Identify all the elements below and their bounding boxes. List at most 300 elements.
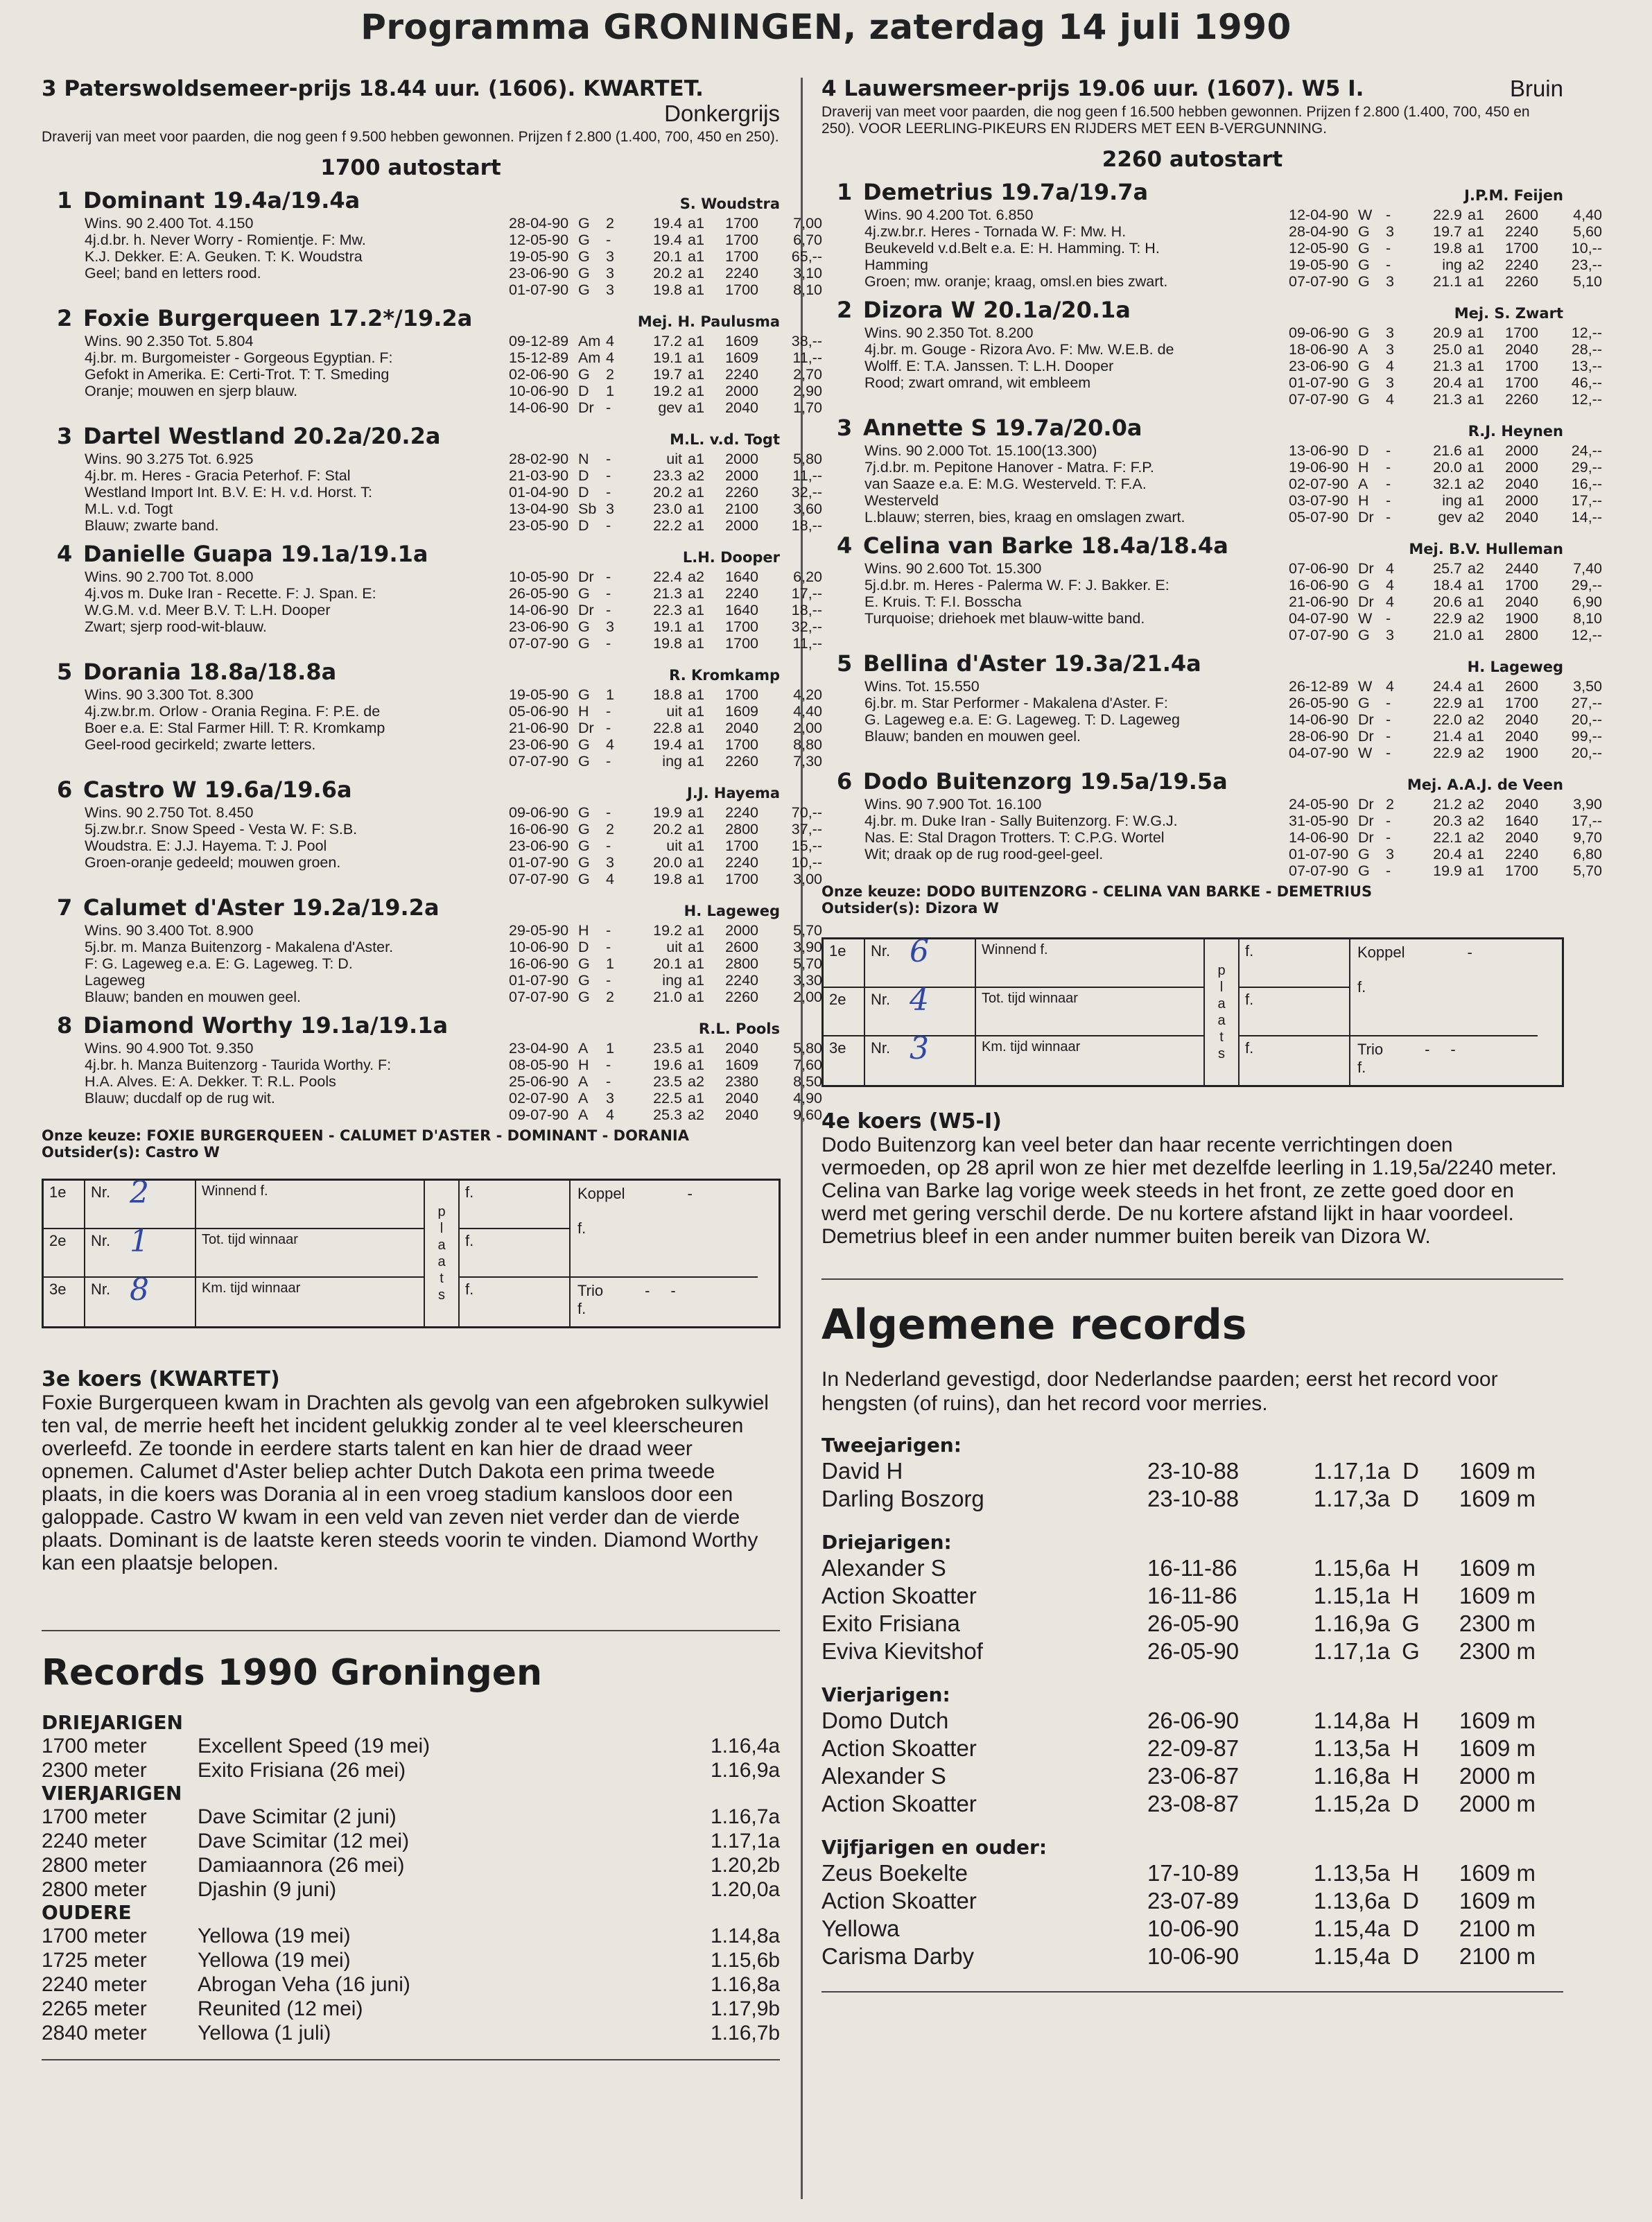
result-date: 09-12-89 xyxy=(509,333,569,349)
result-band: a1 xyxy=(688,484,704,501)
result-distance: 2260 xyxy=(1505,391,1538,408)
horse-info xyxy=(85,686,473,753)
record-horse: Exito Frisiana xyxy=(821,1611,960,1636)
record-distance: 1700 meter xyxy=(42,1735,147,1757)
result-row xyxy=(509,989,822,1005)
result-band: a1 xyxy=(1468,846,1484,862)
result-distance: 2040 xyxy=(1505,476,1538,492)
record-holder: Dave Scimitar (12 mei) xyxy=(198,1830,410,1852)
horse-info-line: van Saaze e.a. E: M.G. Westerveld. T: F.A. xyxy=(864,476,1147,492)
result-place: 4 xyxy=(606,871,614,887)
result-odds: 17,-- xyxy=(791,585,822,602)
record-time: 1.14,8a xyxy=(711,1925,781,1947)
result-row xyxy=(1289,577,1602,593)
horse-results xyxy=(509,804,822,887)
horse-number: 3 xyxy=(57,423,73,449)
horse-results xyxy=(509,1040,822,1123)
result-time: 19.2 xyxy=(653,922,682,939)
horse-info-line: 7j.d.br. m. Pepitone Hanover - Matra. F: F.P. xyxy=(864,459,1154,476)
result-band: a1 xyxy=(1468,459,1484,476)
horse-driver: J.P.M. Feijen xyxy=(1464,187,1563,204)
record-time: 1.20,2b xyxy=(711,1854,781,1877)
result-row xyxy=(509,248,822,265)
result-place: 3 xyxy=(606,281,614,298)
koppel-line xyxy=(1357,944,1531,962)
result-track: H xyxy=(578,1057,589,1073)
horse-details xyxy=(85,804,822,887)
place-number-cell xyxy=(865,1031,976,1085)
result-time: 20.0 xyxy=(653,854,682,871)
record-time: 1.15,6b xyxy=(711,1949,781,1972)
result-distance: 2240 xyxy=(1505,223,1538,240)
place-number-cell xyxy=(85,1272,196,1326)
result-band: a1 xyxy=(688,837,704,854)
horse-info-line: Wins. 90 3.300 Tot. 8.300 xyxy=(85,686,254,703)
result-distance: 2000 xyxy=(1505,492,1538,509)
horse-header xyxy=(42,1012,780,1040)
race3-heading: 3 Paterswoldsemeer-prijs 18.44 uur. (1606). KWARTET. xyxy=(42,76,704,101)
horse-info-line: Groen; mw. oranje; kraag, omsl.en bies zwart. xyxy=(864,273,1168,290)
result-distance: 2040 xyxy=(725,399,758,416)
horse-info-line: Wins. 90 7.900 Tot. 16.100 xyxy=(864,796,1042,813)
handwritten-number: 3 xyxy=(910,1031,929,1066)
result-distance: 2000 xyxy=(1505,459,1538,476)
horse-info xyxy=(85,804,473,871)
trio-dash: - xyxy=(1425,1041,1430,1058)
result-odds: 17,-- xyxy=(1571,813,1602,829)
record-time: 1.16,8a xyxy=(711,1973,781,1996)
result-distance: 1640 xyxy=(1505,813,1538,829)
result-odds: 27,-- xyxy=(1571,695,1602,711)
result-time: 20.0 xyxy=(1433,459,1462,476)
record-distance: 1609 m xyxy=(1459,1888,1536,1913)
result-band: a2 xyxy=(1468,509,1484,526)
result-track: G xyxy=(1358,846,1370,862)
result-place: 4 xyxy=(606,1106,614,1123)
result-track: Dr xyxy=(1358,796,1374,813)
record-time: 1.15,4a xyxy=(1313,1943,1390,1969)
horse-details xyxy=(85,686,822,770)
horse-info-line: Lageweg xyxy=(85,972,146,989)
horse-info-line: Wins. 90 4.200 Tot. 6.850 xyxy=(864,207,1034,223)
result-time: 22.3 xyxy=(653,602,682,618)
result-time: 19.8 xyxy=(1433,240,1462,257)
result-odds: 20,-- xyxy=(1571,745,1602,761)
horse-entry xyxy=(42,541,822,652)
result-band: a1 xyxy=(688,281,704,298)
result-odds: 9,70 xyxy=(1573,829,1602,846)
result-row xyxy=(509,736,822,753)
result-place: - xyxy=(1386,492,1391,509)
result-track: G xyxy=(578,585,590,602)
record-track: G xyxy=(1402,1611,1420,1636)
result-date: 10-06-90 xyxy=(509,383,569,399)
result-distance: 2100 xyxy=(725,501,758,517)
result-row xyxy=(1289,324,1602,341)
record-distance: 1609 m xyxy=(1459,1555,1536,1581)
result-field-label: Winnend f. xyxy=(196,1181,425,1229)
handwritten-number: 8 xyxy=(130,1272,149,1308)
result-time: 22.1 xyxy=(1433,829,1462,846)
result-time: 21.1 xyxy=(1433,273,1462,290)
record-time: 1.16,9a xyxy=(711,1759,781,1782)
algemene-row xyxy=(821,1859,1563,1887)
result-band: a1 xyxy=(1468,240,1484,257)
horse-number: 5 xyxy=(837,650,853,677)
result-track: D xyxy=(578,383,589,399)
result-band: a1 xyxy=(688,602,704,618)
horse-name: Diamond Worthy 19.1a/19.1a xyxy=(83,1012,449,1039)
horse-info xyxy=(864,560,1253,627)
result-band: a1 xyxy=(688,215,704,232)
result-band: a1 xyxy=(1468,273,1484,290)
result-date: 01-07-90 xyxy=(509,972,569,989)
race4-horse-list xyxy=(821,179,1602,879)
horse-number: 4 xyxy=(57,541,73,567)
result-row xyxy=(509,922,822,939)
result-date: 08-05-90 xyxy=(509,1057,569,1073)
result-date: 13-06-90 xyxy=(1289,442,1349,459)
koppel-amount: f. xyxy=(577,1220,586,1237)
result-band: a1 xyxy=(1468,223,1484,240)
result-row xyxy=(509,618,822,635)
result-date: 01-07-90 xyxy=(509,281,569,298)
record-date: 16-11-86 xyxy=(1147,1555,1237,1581)
result-row xyxy=(509,399,822,416)
place-label: 1e xyxy=(824,939,865,988)
horse-entry xyxy=(42,776,822,887)
result-distance: 1700 xyxy=(725,232,758,248)
record-horse: Action Skoatter xyxy=(821,1583,977,1608)
result-time: 19.8 xyxy=(653,635,682,652)
result-odds: 4,40 xyxy=(1573,207,1602,223)
koppel-cell xyxy=(571,1181,758,1278)
result-distance: 1700 xyxy=(725,215,758,232)
place-label: 1e xyxy=(44,1181,85,1229)
result-odds: 46,-- xyxy=(1571,374,1602,391)
result-track: H xyxy=(1358,492,1369,509)
result-track: G xyxy=(578,635,590,652)
result-band: a1 xyxy=(1468,358,1484,374)
result-band: a1 xyxy=(688,736,704,753)
result-row xyxy=(1289,374,1602,391)
result-odds: 70,-- xyxy=(791,804,822,821)
result-row xyxy=(509,333,822,349)
record-row xyxy=(42,1829,780,1853)
result-track: Dr xyxy=(1358,829,1374,846)
horse-details xyxy=(85,568,822,652)
algemene-row xyxy=(821,1485,1563,1513)
horse-info-line: 5j.d.br. m. Heres - Palerma W. F: J. Bakker. E: xyxy=(864,577,1170,593)
result-distance: 2040 xyxy=(1505,593,1538,610)
result-row xyxy=(1289,341,1602,358)
horse-info-line: Oranje; mouwen en sjerp blauw. xyxy=(85,383,298,399)
result-date: 01-07-90 xyxy=(1289,846,1349,862)
place-number-cell xyxy=(85,1175,196,1229)
record-distance: 2000 m xyxy=(1459,1763,1536,1789)
result-row xyxy=(509,451,822,467)
result-place: - xyxy=(1386,207,1391,223)
plaats-letter: p xyxy=(1217,963,1226,978)
result-row xyxy=(1289,257,1602,273)
result-odds: 5,70 xyxy=(1573,862,1602,879)
result-distance: 1609 xyxy=(725,333,758,349)
result-distance: 2600 xyxy=(725,939,758,955)
horse-results xyxy=(509,922,822,1005)
horse-details xyxy=(864,678,1602,761)
result-date: 07-06-90 xyxy=(1289,560,1349,577)
result-time: 22.2 xyxy=(653,517,682,534)
result-row xyxy=(509,1090,822,1106)
result-distance: 1609 xyxy=(725,1057,758,1073)
horse-info-line: Wins. 90 2.600 Tot. 15.300 xyxy=(864,560,1042,577)
right-column xyxy=(821,76,1602,2013)
result-date: 16-06-90 xyxy=(509,821,569,837)
record-date: 16-11-86 xyxy=(1147,1583,1237,1608)
result-time: uit xyxy=(666,837,682,854)
result-band: a1 xyxy=(688,501,704,517)
record-distance: 2300 m xyxy=(1459,1638,1536,1664)
result-band: a1 xyxy=(1468,862,1484,879)
result-row xyxy=(509,821,822,837)
result-date: 23-06-90 xyxy=(509,265,569,281)
result-band: a1 xyxy=(688,635,704,652)
result-time: 19.9 xyxy=(653,804,682,821)
result-track: G xyxy=(1358,374,1370,391)
horse-number: 2 xyxy=(837,297,853,323)
result-odds: 6,20 xyxy=(793,568,822,585)
race4-comment: Dodo Buitenzorg kan veel beter dan haar recente verrichtingen doen vermoeden, op 28 april won ze hier met dezelfde leerling in 1.19,5a/2240 meter. Celina van Barke lag vorige week steeds in het front, ze zette goed door en werd met gering verschil derde. De nu kortere afstand lijkt in haar voordeel. Demetrius bleef in een ander nummer buiten bereik van Dizora W. xyxy=(821,1134,1557,1248)
result-distance: 1609 xyxy=(725,703,758,720)
result-date: 23-05-90 xyxy=(509,517,569,534)
result-distance: 2040 xyxy=(725,720,758,736)
horse-info-line: Hamming xyxy=(864,257,928,273)
result-band: a1 xyxy=(1468,577,1484,593)
handwritten-number: 2 xyxy=(130,1175,149,1210)
result-track: G xyxy=(1358,391,1370,408)
horse-number: 3 xyxy=(837,415,853,441)
result-distance: 2000 xyxy=(725,467,758,484)
result-track: A xyxy=(578,1040,589,1057)
result-distance: 2260 xyxy=(725,484,758,501)
result-date: 28-04-90 xyxy=(509,215,569,232)
result-band: a1 xyxy=(688,804,704,821)
result-odds: 14,-- xyxy=(1571,509,1602,526)
result-row xyxy=(509,467,822,484)
result-distance: 1700 xyxy=(725,837,758,854)
result-time: 24.4 xyxy=(1433,678,1462,695)
result-date: 28-02-90 xyxy=(509,451,569,467)
result-odds: 28,-- xyxy=(1571,341,1602,358)
result-track: G xyxy=(1358,273,1370,290)
result-distance: 2040 xyxy=(1505,728,1538,745)
record-row xyxy=(42,1877,780,1902)
horse-name: Demetrius 19.7a/19.7a xyxy=(863,179,1149,205)
record-date: 26-05-90 xyxy=(1147,1638,1240,1664)
horse-info-line: 4j.vos m. Duke Iran - Recette. F: J. Span. E: xyxy=(85,585,376,602)
nr-label: Nr. xyxy=(91,1281,111,1298)
result-track: G xyxy=(578,804,590,821)
horse-info-line: Geel; band en letters rood. xyxy=(85,265,261,281)
horse-number: 4 xyxy=(837,532,853,559)
result-band: a1 xyxy=(688,703,704,720)
result-place: - xyxy=(1386,862,1391,879)
race3-start: 1700 autostart xyxy=(320,155,501,180)
result-distance: 1700 xyxy=(1505,324,1538,341)
result-date: 09-06-90 xyxy=(509,804,569,821)
result-place: 3 xyxy=(1386,846,1394,862)
record-horse: Action Skoatter xyxy=(821,1735,977,1761)
result-date: 01-04-90 xyxy=(509,484,569,501)
result-row xyxy=(509,720,822,736)
plaats-amount: f. xyxy=(460,1278,571,1326)
result-place: 2 xyxy=(606,821,614,837)
result-place: 1 xyxy=(606,383,614,399)
horse-results xyxy=(509,568,822,652)
record-distance: 1700 meter xyxy=(42,1805,147,1828)
algemene-intro: In Nederland gevestigd, door Nederlandse paarden; eerst het record voor hengsten (of ruins), dan het record voor merries. xyxy=(821,1368,1498,1415)
result-distance: 2240 xyxy=(725,265,758,281)
horse-results xyxy=(1289,207,1602,290)
result-date: 09-06-90 xyxy=(1289,324,1349,341)
result-band: a2 xyxy=(1468,796,1484,813)
record-holder: Dave Scimitar (2 juni) xyxy=(198,1805,397,1828)
result-row xyxy=(1289,509,1602,526)
result-time: 21.3 xyxy=(1433,358,1462,374)
result-distance: 2240 xyxy=(725,972,758,989)
result-odds: 99,-- xyxy=(1571,728,1602,745)
result-row xyxy=(509,686,822,703)
record-track: H xyxy=(1402,1735,1419,1761)
result-track: A xyxy=(1358,476,1368,492)
race4-heading-row xyxy=(821,76,1563,101)
record-time: 1.17,1a xyxy=(711,1830,781,1852)
result-time: ing xyxy=(662,972,682,989)
result-row xyxy=(1289,711,1602,728)
divider xyxy=(42,1630,780,1631)
result-distance: 1900 xyxy=(1505,610,1538,627)
result-time: 25.7 xyxy=(1433,560,1462,577)
nr-label: Nr. xyxy=(871,991,891,1008)
trio-label: Trio xyxy=(1357,1041,1384,1058)
result-odds: 8,10 xyxy=(1573,610,1602,627)
horse-header xyxy=(821,768,1563,796)
horse-info xyxy=(864,796,1253,862)
result-row xyxy=(1289,391,1602,408)
result-place: - xyxy=(606,451,611,467)
result-time: 23.5 xyxy=(653,1040,682,1057)
result-time: 20.2 xyxy=(653,484,682,501)
plaats-letter: a xyxy=(437,1254,446,1269)
result-odds: 18,-- xyxy=(791,517,822,534)
result-band: a1 xyxy=(688,366,704,383)
record-track: D xyxy=(1402,1791,1419,1816)
result-place: - xyxy=(606,399,611,416)
horse-entry xyxy=(821,650,1602,761)
result-odds: 38,-- xyxy=(791,333,822,349)
horse-info xyxy=(864,678,1253,745)
result-track: G xyxy=(578,753,590,770)
plaats-letter: a xyxy=(1217,1013,1226,1028)
result-time: ing xyxy=(662,753,682,770)
result-distance: 2000 xyxy=(725,517,758,534)
result-band: a1 xyxy=(688,517,704,534)
result-place: - xyxy=(1386,695,1391,711)
horse-info xyxy=(864,324,1253,391)
result-place: - xyxy=(606,837,611,854)
result-time: 21.6 xyxy=(1433,442,1462,459)
horse-entry xyxy=(42,187,822,298)
record-date: 26-06-90 xyxy=(1147,1708,1240,1733)
result-row xyxy=(509,837,822,854)
result-place: 1 xyxy=(606,1040,614,1057)
result-place: 3 xyxy=(606,265,614,281)
result-odds: 2,00 xyxy=(793,720,822,736)
plaats-letter: l xyxy=(1219,980,1224,995)
result-track: Dr xyxy=(578,399,594,416)
result-distance: 2240 xyxy=(1505,257,1538,273)
plaats-letter: a xyxy=(1217,996,1226,1012)
result-date: 16-06-90 xyxy=(509,955,569,972)
algemene-row xyxy=(821,1554,1563,1582)
record-row xyxy=(42,1972,780,1997)
result-band: a1 xyxy=(688,383,704,399)
result-band: a2 xyxy=(1468,476,1484,492)
result-time: 23.0 xyxy=(653,501,682,517)
horse-info-line: 4j.d.br. h. Never Worry - Romientje. F: Mw. xyxy=(85,232,366,248)
algemene-row xyxy=(821,1762,1563,1790)
record-horse: Darling Boszorg xyxy=(821,1486,984,1511)
result-place: - xyxy=(1386,728,1391,745)
horse-details xyxy=(85,333,822,416)
trio-dash: - xyxy=(645,1282,650,1299)
result-row xyxy=(1289,240,1602,257)
result-place: 3 xyxy=(1386,374,1394,391)
horse-name: Bellina d'Aster 19.3a/21.4a xyxy=(863,650,1201,677)
result-row xyxy=(1289,627,1602,643)
result-place: - xyxy=(1386,476,1391,492)
race3-result-box xyxy=(42,1175,781,1328)
horse-number: 6 xyxy=(837,768,853,795)
result-band: a1 xyxy=(688,686,704,703)
result-date: 24-05-90 xyxy=(1289,796,1349,813)
result-row xyxy=(1289,678,1602,695)
result-track: G xyxy=(578,989,590,1005)
horse-info-line: Rood; zwart omrand, wit embleem xyxy=(864,374,1091,391)
result-distance: 2240 xyxy=(725,585,758,602)
result-track: W xyxy=(1358,610,1373,627)
result-date: 19-05-90 xyxy=(509,686,569,703)
result-track: A xyxy=(578,1090,589,1106)
result-time: 20.3 xyxy=(1433,813,1462,829)
horse-entry xyxy=(821,532,1602,643)
record-time: 1.13,5a xyxy=(1313,1735,1390,1761)
record-time: 1.17,1a xyxy=(1313,1638,1390,1664)
result-time: 20.4 xyxy=(1433,374,1462,391)
record-holder: Exito Frisiana (26 mei) xyxy=(198,1759,406,1782)
horse-details xyxy=(85,451,822,534)
horse-driver: L.H. Dooper xyxy=(682,549,780,566)
record-time: 1.17,1a xyxy=(1313,1458,1390,1484)
horse-header xyxy=(821,297,1563,324)
result-place: - xyxy=(606,972,611,989)
result-date: 07-07-90 xyxy=(1289,391,1349,408)
result-band: a1 xyxy=(688,1090,704,1106)
result-row xyxy=(1289,610,1602,627)
result-track: G xyxy=(1358,324,1370,341)
result-odds: 37,-- xyxy=(791,821,822,837)
result-odds: 3,10 xyxy=(793,265,822,281)
